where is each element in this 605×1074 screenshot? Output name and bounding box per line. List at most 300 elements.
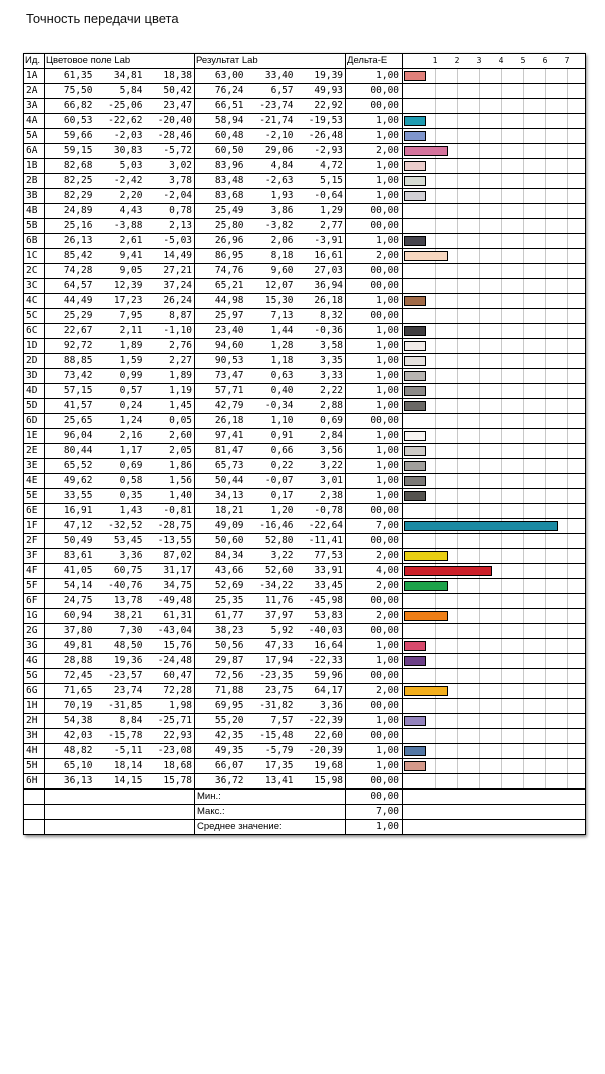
lab-field-value: 15,78	[145, 774, 195, 790]
table-row	[24, 489, 586, 504]
scale-grid-line	[501, 174, 502, 188]
scale-grid-line	[523, 84, 524, 98]
scale-grid-line	[501, 654, 502, 668]
scale-grid-line	[523, 564, 524, 578]
delta-e-bar-cell	[403, 654, 586, 669]
scale-grid-line	[501, 369, 502, 383]
delta-e-bar	[404, 656, 426, 666]
lab-field-value: 82,25	[45, 174, 95, 189]
scale-grid-line	[567, 774, 568, 788]
delta-e-value: 1,00	[346, 234, 403, 249]
scale-grid-line	[479, 249, 480, 263]
scale-grid-line	[435, 384, 436, 398]
lab-result-value: 77,53	[296, 549, 346, 564]
lab-result-value: 37,97	[246, 609, 296, 624]
patch-id: 6E	[24, 504, 45, 519]
lab-field-value: 1,98	[145, 699, 195, 714]
summary-label: Мин.:	[195, 789, 346, 805]
scale-grid-line	[479, 654, 480, 668]
lab-result-value: 26,96	[195, 234, 246, 249]
delta-e-bar-cell	[403, 264, 586, 279]
table-row	[24, 639, 586, 654]
scale-grid-line	[457, 639, 458, 653]
lab-field-value: 1,45	[145, 399, 195, 414]
patch-id: 2B	[24, 174, 45, 189]
scale-grid-line	[501, 444, 502, 458]
delta-e-value: 4,00	[346, 564, 403, 579]
scale-grid-line	[501, 114, 502, 128]
scale-grid-line	[457, 114, 458, 128]
scale-grid-line	[457, 399, 458, 413]
patch-id: 5H	[24, 759, 45, 774]
delta-e-bar-cell	[403, 234, 586, 249]
header-delta-e: Дельта-Е	[346, 54, 403, 69]
scale-grid-line	[545, 639, 546, 653]
scale-grid-line	[435, 69, 436, 83]
lab-result-value: -45,98	[296, 594, 346, 609]
scale-grid-line	[567, 174, 568, 188]
lab-field-value: 7,95	[95, 309, 145, 324]
scale-grid-line	[457, 189, 458, 203]
scale-grid-line	[567, 279, 568, 293]
patch-id: 3A	[24, 99, 45, 114]
lab-field-value: 2,27	[145, 354, 195, 369]
scale-grid-line	[457, 729, 458, 743]
scale-grid-line	[523, 114, 524, 128]
lab-field-value: 2,16	[95, 429, 145, 444]
lab-field-value: 65,52	[45, 459, 95, 474]
table-row	[24, 519, 586, 534]
lab-field-value: 5,03	[95, 159, 145, 174]
scale-grid-line	[435, 204, 436, 218]
lab-result-value: -26,48	[296, 129, 346, 144]
scale-grid-line	[479, 384, 480, 398]
lab-field-value: 12,39	[95, 279, 145, 294]
scale-grid-line	[523, 339, 524, 353]
lab-field-value: -43,04	[145, 624, 195, 639]
scale-grid-line	[545, 774, 546, 788]
scale-grid-line	[545, 84, 546, 98]
lab-result-value: -5,79	[246, 744, 296, 759]
scale-grid-line	[523, 369, 524, 383]
lab-result-value: -3,91	[296, 234, 346, 249]
delta-e-bar	[404, 296, 426, 306]
scale-grid-line	[501, 129, 502, 143]
scale-grid-line	[545, 219, 546, 233]
summary-value: 7,00	[346, 805, 403, 820]
lab-field-value: 2,11	[95, 324, 145, 339]
scale-grid-line	[545, 759, 546, 773]
table-row	[24, 609, 586, 624]
delta-e-bar-cell	[403, 429, 586, 444]
lab-field-value: 37,24	[145, 279, 195, 294]
delta-e-bar-cell	[403, 669, 586, 684]
delta-e-bar	[404, 191, 426, 201]
scale-grid-line	[479, 729, 480, 743]
table-row	[24, 84, 586, 99]
scale-grid-line	[501, 144, 502, 158]
scale-grid-line	[545, 294, 546, 308]
lab-field-value: -5,72	[145, 144, 195, 159]
lab-result-value: 23,40	[195, 324, 246, 339]
lab-field-value: 49,62	[45, 474, 95, 489]
patch-id: 2D	[24, 354, 45, 369]
lab-result-value: 17,94	[246, 654, 296, 669]
lab-field-value: 24,89	[45, 204, 95, 219]
lab-result-value: 26,18	[296, 294, 346, 309]
scale-grid-line	[457, 384, 458, 398]
lab-field-value: 34,81	[95, 69, 145, 84]
scale-grid-line	[457, 579, 458, 593]
scale-tick-label: 4	[498, 56, 504, 65]
lab-field-value: 60,94	[45, 609, 95, 624]
scale-grid-line	[479, 294, 480, 308]
scale-grid-line	[567, 504, 568, 518]
lab-field-value: -49,48	[145, 594, 195, 609]
lab-result-value: 38,23	[195, 624, 246, 639]
scale-grid-line	[545, 594, 546, 608]
lab-field-value: -5,11	[95, 744, 145, 759]
scale-grid-line	[501, 219, 502, 233]
lab-result-value: 50,60	[195, 534, 246, 549]
patch-id: 6G	[24, 684, 45, 699]
delta-e-bar-cell	[403, 189, 586, 204]
scale-grid-line	[567, 489, 568, 503]
delta-e-value: 00,00	[346, 774, 403, 790]
scale-grid-line	[567, 159, 568, 173]
lab-field-value: 4,43	[95, 204, 145, 219]
scale-grid-line	[435, 729, 436, 743]
scale-grid-line	[457, 444, 458, 458]
scale-grid-line	[567, 609, 568, 623]
delta-e-bar-cell	[403, 639, 586, 654]
delta-e-bar	[404, 521, 558, 531]
lab-field-value: 0,05	[145, 414, 195, 429]
lab-result-value: -22,33	[296, 654, 346, 669]
lab-field-value: 27,21	[145, 264, 195, 279]
scale-grid-line	[479, 234, 480, 248]
delta-e-bar	[404, 716, 426, 726]
delta-e-bar-cell	[403, 279, 586, 294]
scale-grid-line	[435, 219, 436, 233]
lab-field-value: 85,42	[45, 249, 95, 264]
lab-field-value: 50,42	[145, 84, 195, 99]
lab-field-value: 18,68	[145, 759, 195, 774]
lab-result-value: 60,50	[195, 144, 246, 159]
lab-field-value: 57,15	[45, 384, 95, 399]
lab-field-value: 0,99	[95, 369, 145, 384]
lab-result-value: 84,34	[195, 549, 246, 564]
patch-id: 5G	[24, 669, 45, 684]
scale-tick-label: 3	[476, 56, 482, 65]
lab-field-value: -24,48	[145, 654, 195, 669]
lab-result-value: 44,98	[195, 294, 246, 309]
table-row	[24, 99, 586, 114]
lab-result-value: 6,57	[246, 84, 296, 99]
scale-grid-line	[501, 69, 502, 83]
delta-e-bar	[404, 401, 426, 411]
lab-field-value: 44,49	[45, 294, 95, 309]
lab-field-value: 3,36	[95, 549, 145, 564]
scale-grid-line	[567, 429, 568, 443]
scale-grid-line	[501, 384, 502, 398]
lab-result-value: 25,49	[195, 204, 246, 219]
lab-result-value: 16,61	[296, 249, 346, 264]
scale-grid-line	[457, 414, 458, 428]
delta-e-bar	[404, 161, 426, 171]
table-row	[24, 594, 586, 609]
scale-grid-line	[501, 84, 502, 98]
table-row	[24, 504, 586, 519]
scale-grid-line	[435, 654, 436, 668]
lab-result-value: 5,15	[296, 174, 346, 189]
delta-e-value: 2,00	[346, 579, 403, 594]
delta-e-value: 1,00	[346, 444, 403, 459]
delta-e-value: 00,00	[346, 99, 403, 114]
scale-grid-line	[523, 159, 524, 173]
summary-blank	[403, 820, 586, 835]
scale-grid-line	[567, 189, 568, 203]
scale-grid-line	[545, 249, 546, 263]
lab-result-value: 0,40	[246, 384, 296, 399]
scale-grid-line	[567, 294, 568, 308]
lab-field-value: 18,38	[145, 69, 195, 84]
lab-result-value: 0,22	[246, 459, 296, 474]
lab-result-value: 22,60	[296, 729, 346, 744]
delta-e-bar-cell	[403, 459, 586, 474]
scale-grid-line	[435, 489, 436, 503]
scale-grid-line	[501, 729, 502, 743]
table-row	[24, 474, 586, 489]
scale-grid-line	[457, 249, 458, 263]
scale-grid-line	[523, 624, 524, 638]
lab-result-value: 23,75	[246, 684, 296, 699]
scale-grid-line	[523, 774, 524, 788]
table-row	[24, 234, 586, 249]
lab-field-value: 74,28	[45, 264, 95, 279]
delta-e-bar-cell	[403, 744, 586, 759]
delta-e-value: 1,00	[346, 759, 403, 774]
delta-e-value: 00,00	[346, 414, 403, 429]
scale-grid-line	[545, 129, 546, 143]
table-row	[24, 729, 586, 744]
scale-grid-line	[479, 534, 480, 548]
lab-result-value: -0,07	[246, 474, 296, 489]
delta-e-value: 1,00	[346, 369, 403, 384]
scale-grid-line	[457, 699, 458, 713]
table-row	[24, 204, 586, 219]
scale-grid-line	[479, 459, 480, 473]
lab-field-value: -32,52	[95, 519, 145, 534]
delta-e-bar-cell	[403, 174, 586, 189]
lab-result-value: 71,88	[195, 684, 246, 699]
scale-grid-line	[567, 729, 568, 743]
scale-grid-line	[545, 549, 546, 563]
scale-grid-line	[523, 69, 524, 83]
lab-field-value: -5,03	[145, 234, 195, 249]
lab-result-value: 76,24	[195, 84, 246, 99]
scale-grid-line	[567, 84, 568, 98]
scale-grid-line	[545, 414, 546, 428]
delta-e-bar	[404, 446, 426, 456]
delta-e-value: 1,00	[346, 174, 403, 189]
scale-grid-line	[435, 474, 436, 488]
scale-grid-line	[545, 159, 546, 173]
delta-e-bar	[404, 551, 448, 561]
table-row	[24, 339, 586, 354]
lab-field-value: 92,72	[45, 339, 95, 354]
scale-grid-line	[479, 549, 480, 563]
lab-result-value: 9,60	[246, 264, 296, 279]
lab-field-value: -2,42	[95, 174, 145, 189]
lab-result-value: -31,82	[246, 699, 296, 714]
lab-result-value: 0,69	[296, 414, 346, 429]
patch-id: 5C	[24, 309, 45, 324]
scale-grid-line	[479, 174, 480, 188]
lab-result-value: 83,48	[195, 174, 246, 189]
lab-result-value: 22,92	[296, 99, 346, 114]
lab-result-value: 63,00	[195, 69, 246, 84]
patch-id: 4D	[24, 384, 45, 399]
scale-grid-line	[501, 294, 502, 308]
delta-e-bar-cell	[403, 339, 586, 354]
scale-grid-line	[479, 279, 480, 293]
lab-field-value: 25,16	[45, 219, 95, 234]
lab-field-value: -40,76	[95, 579, 145, 594]
delta-e-bar-cell	[403, 144, 586, 159]
delta-e-value: 2,00	[346, 249, 403, 264]
lab-field-value: -2,04	[145, 189, 195, 204]
scale-grid-line	[435, 759, 436, 773]
scale-grid-line	[501, 624, 502, 638]
patch-id: 5E	[24, 489, 45, 504]
scale-grid-line	[523, 429, 524, 443]
lab-result-value: 5,92	[246, 624, 296, 639]
lab-result-value: 3,33	[296, 369, 346, 384]
patch-id: 1B	[24, 159, 45, 174]
lab-result-value: 83,68	[195, 189, 246, 204]
delta-e-bar	[404, 131, 426, 141]
delta-e-value: 00,00	[346, 729, 403, 744]
scale-grid-line	[545, 444, 546, 458]
lab-field-value: 14,49	[145, 249, 195, 264]
scale-grid-line	[523, 549, 524, 563]
delta-e-bar-cell	[403, 219, 586, 234]
scale-grid-line	[435, 714, 436, 728]
scale-grid-line	[567, 744, 568, 758]
delta-e-bar-cell	[403, 684, 586, 699]
scale-grid-line	[523, 189, 524, 203]
scale-grid-line	[545, 579, 546, 593]
lab-field-value: 1,17	[95, 444, 145, 459]
lab-result-value: 74,76	[195, 264, 246, 279]
table-row	[24, 699, 586, 714]
scale-grid-line	[501, 324, 502, 338]
scale-grid-line	[523, 249, 524, 263]
scale-grid-line	[457, 84, 458, 98]
lab-field-value: 1,40	[145, 489, 195, 504]
patch-id: 4B	[24, 204, 45, 219]
delta-e-value: 00,00	[346, 624, 403, 639]
lab-result-value: -21,74	[246, 114, 296, 129]
lab-field-value: 1,59	[95, 354, 145, 369]
lab-result-value: 69,95	[195, 699, 246, 714]
scale-grid-line	[479, 69, 480, 83]
lab-field-value: 30,83	[95, 144, 145, 159]
scale-grid-line	[523, 639, 524, 653]
lab-result-value: 3,86	[246, 204, 296, 219]
lab-field-value: 75,50	[45, 84, 95, 99]
lab-result-value: 4,72	[296, 159, 346, 174]
lab-field-value: 61,35	[45, 69, 95, 84]
scale-grid-line	[435, 639, 436, 653]
scale-grid-line	[545, 459, 546, 473]
delta-e-value: 1,00	[346, 489, 403, 504]
lab-field-value: 70,19	[45, 699, 95, 714]
lab-field-value: 48,82	[45, 744, 95, 759]
lab-field-value: 41,57	[45, 399, 95, 414]
lab-field-value: 15,76	[145, 639, 195, 654]
scale-grid-line	[435, 459, 436, 473]
scale-grid-line	[523, 144, 524, 158]
patch-id: 2C	[24, 264, 45, 279]
lab-field-value: 80,44	[45, 444, 95, 459]
lab-result-value: 11,76	[246, 594, 296, 609]
delta-e-bar-cell	[403, 714, 586, 729]
scale-grid-line	[501, 354, 502, 368]
lab-result-value: 55,20	[195, 714, 246, 729]
scale-grid-line	[457, 609, 458, 623]
scale-grid-line	[501, 639, 502, 653]
lab-field-value: 2,76	[145, 339, 195, 354]
delta-e-bar	[404, 116, 426, 126]
lab-result-value: -22,64	[296, 519, 346, 534]
table-row	[24, 534, 586, 549]
delta-e-value: 00,00	[346, 504, 403, 519]
scale-grid-line	[479, 594, 480, 608]
scale-grid-line	[479, 489, 480, 503]
scale-grid-line	[479, 309, 480, 323]
lab-field-value: 60,75	[95, 564, 145, 579]
scale-grid-line	[501, 474, 502, 488]
lab-result-value: 29,06	[246, 144, 296, 159]
lab-result-value: 0,17	[246, 489, 296, 504]
scale-grid-line	[545, 489, 546, 503]
lab-result-value: 15,30	[246, 294, 296, 309]
delta-e-bar	[404, 746, 426, 756]
scale-grid-line	[545, 624, 546, 638]
scale-grid-line	[479, 429, 480, 443]
scale-grid-line	[523, 534, 524, 548]
scale-grid-line	[545, 699, 546, 713]
scale-grid-line	[545, 729, 546, 743]
lab-field-value: 37,80	[45, 624, 95, 639]
delta-e-bar	[404, 686, 448, 696]
scale-grid-line	[523, 99, 524, 113]
patch-id: 5A	[24, 129, 45, 144]
scale-grid-line	[523, 174, 524, 188]
lab-result-value: 19,68	[296, 759, 346, 774]
scale-grid-line	[523, 129, 524, 143]
lab-field-value: 25,29	[45, 309, 95, 324]
lab-result-value: -22,39	[296, 714, 346, 729]
scale-grid-line	[479, 609, 480, 623]
scale-grid-line	[479, 219, 480, 233]
table-row	[24, 114, 586, 129]
patch-id: 6D	[24, 414, 45, 429]
scale-grid-line	[545, 279, 546, 293]
lab-field-value: 23,74	[95, 684, 145, 699]
